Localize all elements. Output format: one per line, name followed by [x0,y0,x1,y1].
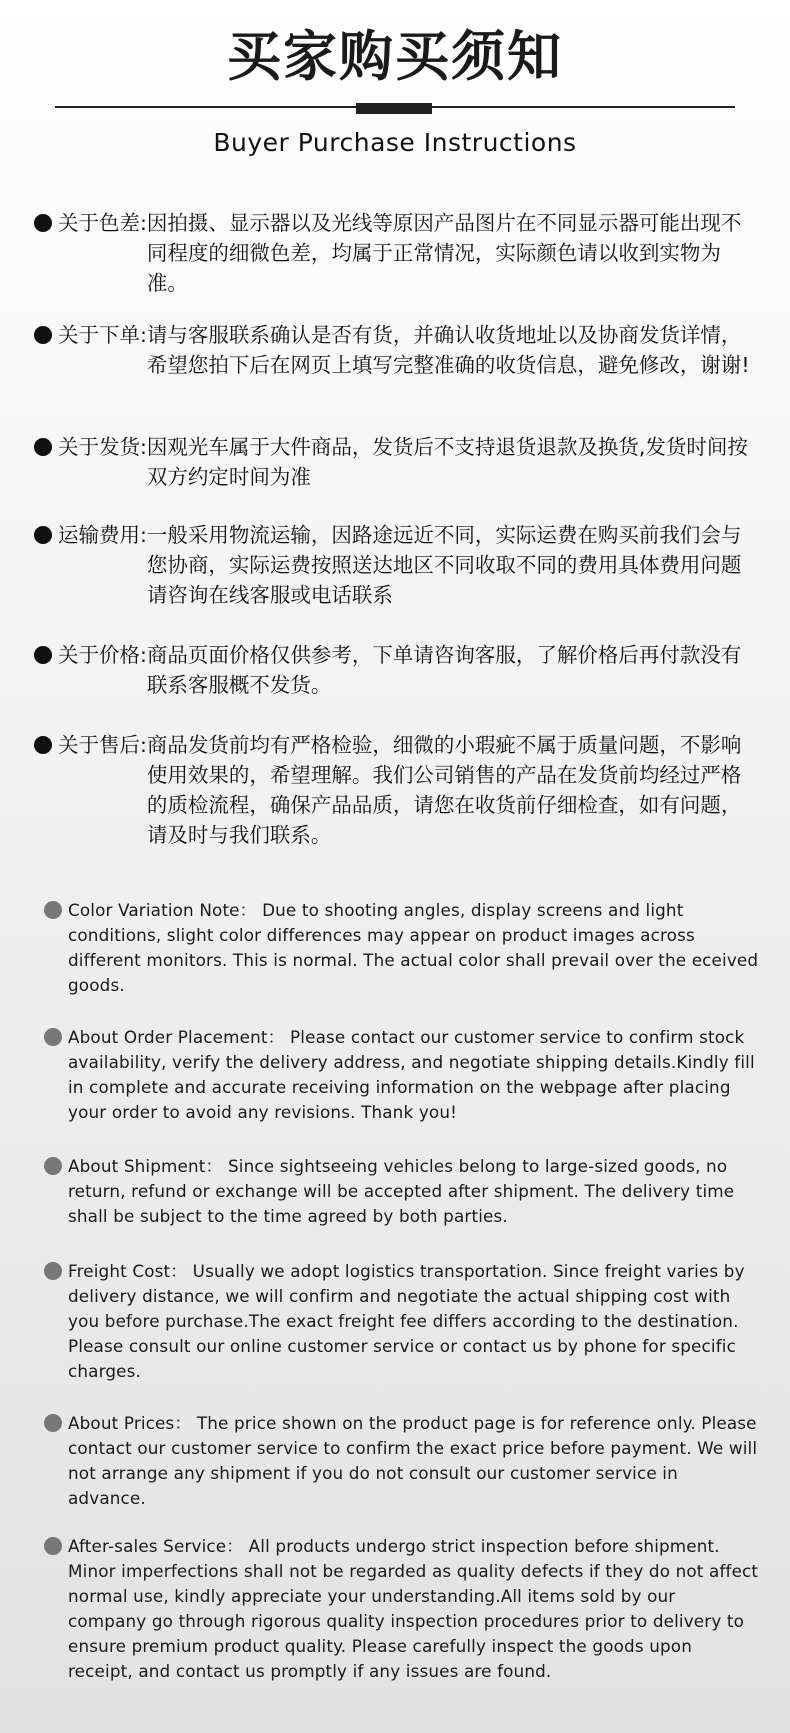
bullet-icon [34,214,52,232]
en-notice-prices [44,1411,759,1511]
en-notice-after-sales [44,1534,759,1684]
title-divider-accent [356,103,432,114]
en-notice-text: After-sales Service： All products undergo strict inspection before shipment. Minor imperfections shall not be regarded as quality defects if they do not affect normal use, kindly appreciate your understanding.All items sold by our company go through rigorous quality inspection procedures prior to delivery to ensure premium product quality. Please carefully inspect the goods upon receipt, and contact us promptly if any issues are found. [68,1536,759,1681]
bullet-icon [34,736,52,754]
bullet-icon [34,326,52,344]
notice-item-shipping [34,432,754,492]
notice-item-order [34,320,754,410]
notice-label: 运输费用: [58,523,147,547]
bullet-icon [44,1414,62,1432]
notice-text: 商品页面价格仅供参考，下单请咨询客服，了解价格后再付款没有联系客服概不发货。 [146,643,742,697]
bullet-icon [34,646,52,664]
bullet-icon [44,901,62,919]
bullet-icon [44,1262,62,1280]
notice-item-price [34,640,754,700]
notice-item-freight [34,520,754,610]
notice-item-after-sales [34,730,754,850]
notice-text: 一般采用物流运输，因路途远近不同，实际运费在购买前我们会与您协商，实际运费按照送达地区不同收取不同的费用具体费用问题请咨询在线客服或电话联系 [146,523,742,607]
bullet-icon [44,1157,62,1175]
page-subtitle: Buyer Purchase Instructions [213,128,577,157]
notice-label: 关于色差: [58,211,147,235]
en-notice-shipment [44,1154,759,1229]
notice-text: 商品发货前均有严格检验，细微的小瑕疵不属于质量问题，不影响使用效果的，希望理解。我们公司销售的产品在发货前均经过严格的质检流程，确保产品品质，请您在收货前仔细检查，如有问题，请及时与我们联系。 [146,733,742,847]
en-notice-freight [44,1259,759,1384]
notice-item-color [34,208,754,298]
notice-label: 关于售后: [58,733,147,757]
notice-label: 关于下单: [58,323,147,347]
notice-label: 关于价格: [58,643,147,667]
bullet-icon [34,526,52,544]
en-notice-text: Freight Cost： Usually we adopt logistics transportation. Since freight varies by delivery distance, we will confirm and negotiate the actual shipping cost with you before purchase.The exact freight fee differs according to the destination. Please consult our online customer service or contact us by phone for specific charges. [68,1261,745,1381]
chinese-notice-list [34,208,754,850]
notice-label: 关于发货: [58,435,147,459]
en-notice-text: Color Variation Note： Due to shooting angles, display screens and light conditions, slight color differences may appear on product images across different monitors. This is normal. The actual color shall prevail over the eceived goods. [68,900,759,995]
bullet-icon [34,438,52,456]
bullet-icon [44,1028,62,1046]
page-title: 买家购买须知 [227,25,563,88]
en-notice-order [44,1025,759,1125]
notice-text: 请与客服联系确认是否有货，并确认收货地址以及协商发货详情，希望您拍下后在网页上填写完整准确的收货信息，避免修改，谢谢! [146,323,750,377]
bullet-icon [44,1537,62,1555]
en-notice-text: About Prices： The price shown on the product page is for reference only. Please contact our customer service to confirm the exact price before payment. We will not arrange any shipment if you do not consult our customer service in advance. [68,1413,758,1508]
en-notice-color [44,898,759,998]
en-notice-text: About Shipment： Since sightseeing vehicles belong to large-sized goods, no return, refund or exchange will be accepted after shipment. The delivery time shall be subject to the time agreed by both parties. [68,1156,735,1226]
notice-text: 因拍摄、显示器以及光线等原因产品图片在不同显示器可能出现不同程度的细微色差，均属于正常情况，实际颜色请以收到实物为准。 [146,211,742,295]
en-notice-text: About Order Placement： Please contact our customer service to confirm stock availability, verify the delivery address, and negotiate shipping details.Kindly fill in complete and accurate receiving information on the webpage after placing your order to avoid any revisions. Thank you! [68,1027,755,1122]
notice-text: 因观光车属于大件商品，发货后不支持退货退款及换货,发货时间按双方约定时间为准 [146,435,748,489]
english-notice-list [44,898,759,1684]
